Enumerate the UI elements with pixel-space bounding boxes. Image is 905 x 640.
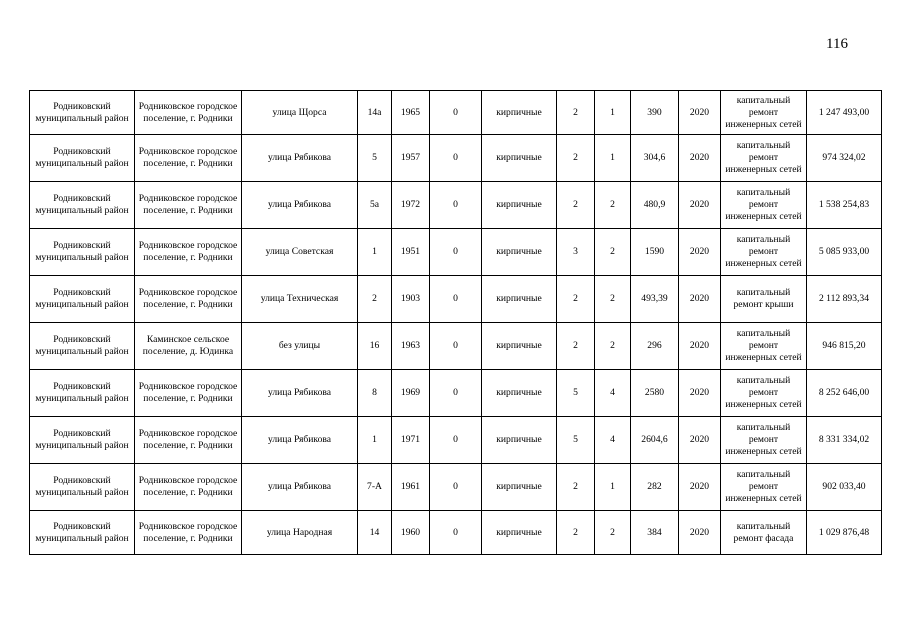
entrances-cell: 1 <box>595 135 631 182</box>
plan-year-cell: 2020 <box>679 135 721 182</box>
street-cell: улица Техническая <box>242 276 358 323</box>
entrances-cell: 2 <box>595 323 631 370</box>
entrances-cell: 2 <box>595 276 631 323</box>
zero-cell: 0 <box>430 135 482 182</box>
floors-cell: 2 <box>557 464 595 511</box>
zero-cell: 0 <box>430 229 482 276</box>
work-type-cell: капитальный ремонт инженерных сетей <box>721 464 807 511</box>
cost-cell: 1 247 493,00 <box>807 91 882 135</box>
house-number-cell: 7-А <box>358 464 392 511</box>
plan-year-cell: 2020 <box>679 276 721 323</box>
cost-cell: 5 085 933,00 <box>807 229 882 276</box>
street-cell: улица Рябикова <box>242 464 358 511</box>
work-type-cell: капитальный ремонт инженерных сетей <box>721 182 807 229</box>
table-body <box>30 91 882 555</box>
cost-cell: 946 815,20 <box>807 323 882 370</box>
floors-cell: 5 <box>557 417 595 464</box>
table-row <box>30 276 882 323</box>
table-row <box>30 511 882 555</box>
work-type-cell: капитальный ремонт крыши <box>721 276 807 323</box>
wall-material-cell: кирпичные <box>482 229 557 276</box>
plan-year-cell: 2020 <box>679 417 721 464</box>
area-cell: 1590 <box>631 229 679 276</box>
settlement-cell: Родниковское городское поселение, г. Родники <box>135 417 242 464</box>
house-number-cell: 5а <box>358 182 392 229</box>
street-cell: улица Рябикова <box>242 135 358 182</box>
plan-year-cell: 2020 <box>679 370 721 417</box>
entrances-cell: 2 <box>595 229 631 276</box>
district-cell: Родниковский муниципальный район <box>30 323 135 370</box>
cost-cell: 974 324,02 <box>807 135 882 182</box>
wall-material-cell: кирпичные <box>482 323 557 370</box>
zero-cell: 0 <box>430 323 482 370</box>
table-row <box>30 91 882 135</box>
work-type-cell: капитальный ремонт инженерных сетей <box>721 370 807 417</box>
settlement-cell: Родниковское городское поселение, г. Родники <box>135 370 242 417</box>
plan-year-cell: 2020 <box>679 91 721 135</box>
plan-year-cell: 2020 <box>679 229 721 276</box>
house-number-cell: 1 <box>358 417 392 464</box>
district-cell: Родниковский муниципальный район <box>30 135 135 182</box>
plan-year-cell: 2020 <box>679 182 721 229</box>
plan-year-cell: 2020 <box>679 464 721 511</box>
house-number-cell: 14а <box>358 91 392 135</box>
entrances-cell: 2 <box>595 182 631 229</box>
entrances-cell: 1 <box>595 91 631 135</box>
wall-material-cell: кирпичные <box>482 91 557 135</box>
district-cell: Родниковский муниципальный район <box>30 276 135 323</box>
district-cell: Родниковский муниципальный район <box>30 229 135 276</box>
build-year-cell: 1957 <box>392 135 430 182</box>
work-type-cell: капитальный ремонт инженерных сетей <box>721 135 807 182</box>
build-year-cell: 1969 <box>392 370 430 417</box>
house-number-cell: 16 <box>358 323 392 370</box>
house-number-cell: 14 <box>358 511 392 555</box>
house-number-cell: 1 <box>358 229 392 276</box>
area-cell: 282 <box>631 464 679 511</box>
table-row <box>30 182 882 229</box>
table-row <box>30 229 882 276</box>
work-type-cell: капитальный ремонт инженерных сетей <box>721 323 807 370</box>
house-number-cell: 2 <box>358 276 392 323</box>
entrances-cell: 2 <box>595 511 631 555</box>
area-cell: 2580 <box>631 370 679 417</box>
table-row <box>30 464 882 511</box>
entrances-cell: 4 <box>595 417 631 464</box>
settlement-cell: Каминское сельское поселение, д. Юдинка <box>135 323 242 370</box>
zero-cell: 0 <box>430 370 482 417</box>
district-cell: Родниковский муниципальный район <box>30 417 135 464</box>
district-cell: Родниковский муниципальный район <box>30 464 135 511</box>
area-cell: 390 <box>631 91 679 135</box>
zero-cell: 0 <box>430 276 482 323</box>
build-year-cell: 1963 <box>392 323 430 370</box>
street-cell: улица Рябикова <box>242 182 358 229</box>
area-cell: 480,9 <box>631 182 679 229</box>
wall-material-cell: кирпичные <box>482 182 557 229</box>
build-year-cell: 1951 <box>392 229 430 276</box>
settlement-cell: Родниковское городское поселение, г. Родники <box>135 276 242 323</box>
cost-cell: 1 538 254,83 <box>807 182 882 229</box>
street-cell: улица Щорса <box>242 91 358 135</box>
zero-cell: 0 <box>430 511 482 555</box>
table-row <box>30 417 882 464</box>
plan-year-cell: 2020 <box>679 323 721 370</box>
house-number-cell: 8 <box>358 370 392 417</box>
work-type-cell: капитальный ремонт инженерных сетей <box>721 417 807 464</box>
entrances-cell: 1 <box>595 464 631 511</box>
zero-cell: 0 <box>430 464 482 511</box>
district-cell: Родниковский муниципальный район <box>30 91 135 135</box>
settlement-cell: Родниковское городское поселение, г. Родники <box>135 229 242 276</box>
build-year-cell: 1971 <box>392 417 430 464</box>
street-cell: улица Народная <box>242 511 358 555</box>
street-cell: улица Советская <box>242 229 358 276</box>
cost-cell: 1 029 876,48 <box>807 511 882 555</box>
area-cell: 296 <box>631 323 679 370</box>
district-cell: Родниковский муниципальный район <box>30 370 135 417</box>
floors-cell: 2 <box>557 276 595 323</box>
settlement-cell: Родниковское городское поселение, г. Родники <box>135 511 242 555</box>
settlement-cell: Родниковское городское поселение, г. Родники <box>135 464 242 511</box>
wall-material-cell: кирпичные <box>482 135 557 182</box>
floors-cell: 2 <box>557 323 595 370</box>
build-year-cell: 1903 <box>392 276 430 323</box>
wall-material-cell: кирпичные <box>482 370 557 417</box>
cost-cell: 2 112 893,34 <box>807 276 882 323</box>
wall-material-cell: кирпичные <box>482 276 557 323</box>
floors-cell: 2 <box>557 182 595 229</box>
work-type-cell: капитальный ремонт инженерных сетей <box>721 91 807 135</box>
zero-cell: 0 <box>430 91 482 135</box>
area-cell: 384 <box>631 511 679 555</box>
area-cell: 2604,6 <box>631 417 679 464</box>
street-cell: улица Рябикова <box>242 370 358 417</box>
area-cell: 304,6 <box>631 135 679 182</box>
settlement-cell: Родниковское городское поселение, г. Родники <box>135 182 242 229</box>
build-year-cell: 1972 <box>392 182 430 229</box>
table-row <box>30 135 882 182</box>
entrances-cell: 4 <box>595 370 631 417</box>
floors-cell: 2 <box>557 135 595 182</box>
floors-cell: 2 <box>557 91 595 135</box>
wall-material-cell: кирпичные <box>482 417 557 464</box>
zero-cell: 0 <box>430 417 482 464</box>
street-cell: без улицы <box>242 323 358 370</box>
cost-cell: 8 331 334,02 <box>807 417 882 464</box>
build-year-cell: 1960 <box>392 511 430 555</box>
settlement-cell: Родниковское городское поселение, г. Родники <box>135 135 242 182</box>
table-row <box>30 370 882 417</box>
district-cell: Родниковский муниципальный район <box>30 182 135 229</box>
wall-material-cell: кирпичные <box>482 511 557 555</box>
plan-year-cell: 2020 <box>679 511 721 555</box>
build-year-cell: 1965 <box>392 91 430 135</box>
page-number: 116 <box>826 36 848 52</box>
work-type-cell: капитальный ремонт фасада <box>721 511 807 555</box>
house-number-cell: 5 <box>358 135 392 182</box>
floors-cell: 2 <box>557 511 595 555</box>
floors-cell: 5 <box>557 370 595 417</box>
housing-registry-table <box>29 90 882 555</box>
cost-cell: 8 252 646,00 <box>807 370 882 417</box>
district-cell: Родниковский муниципальный район <box>30 511 135 555</box>
work-type-cell: капитальный ремонт инженерных сетей <box>721 229 807 276</box>
table-row <box>30 323 882 370</box>
cost-cell: 902 033,40 <box>807 464 882 511</box>
settlement-cell: Родниковское городское поселение, г. Родники <box>135 91 242 135</box>
build-year-cell: 1961 <box>392 464 430 511</box>
zero-cell: 0 <box>430 182 482 229</box>
street-cell: улица Рябикова <box>242 417 358 464</box>
wall-material-cell: кирпичные <box>482 464 557 511</box>
floors-cell: 3 <box>557 229 595 276</box>
area-cell: 493,39 <box>631 276 679 323</box>
